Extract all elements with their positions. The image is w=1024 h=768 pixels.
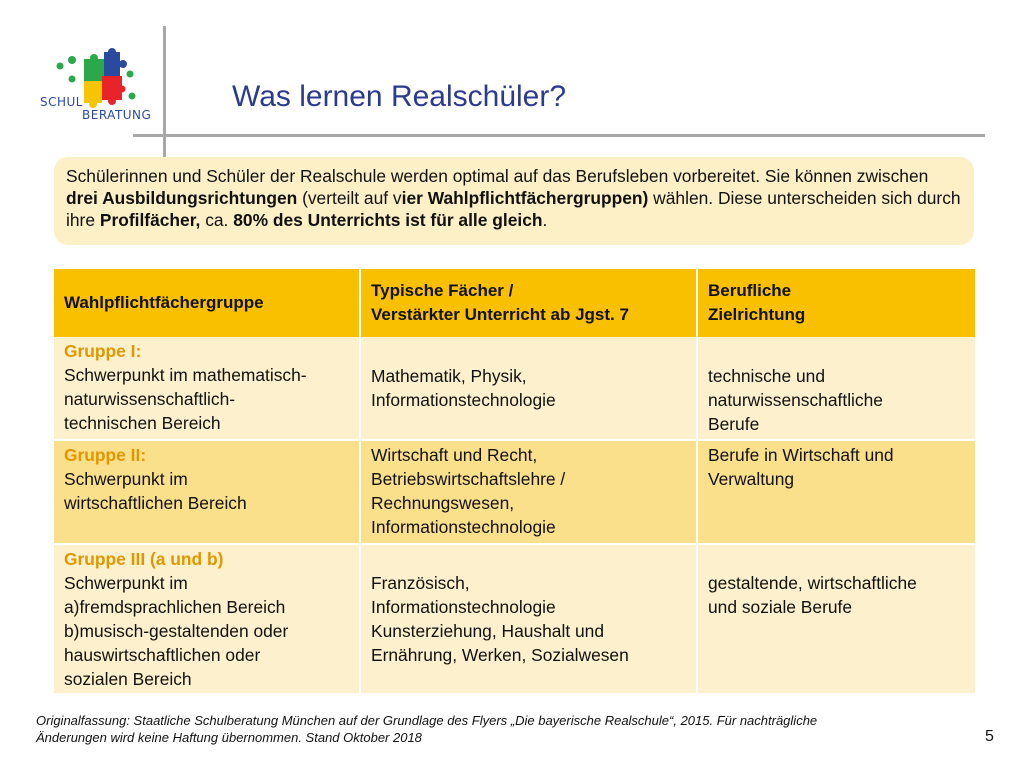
intro-box [54,157,974,245]
career-cell [697,337,975,440]
group-cell [54,440,360,544]
header-career-line: Zielrichtung [708,305,806,324]
intro-bold-part: drei Ausbildungsrichtungen [66,188,298,208]
group-name: Gruppe I: [64,341,142,361]
focus-line: Schwerpunkt im [64,469,188,489]
header-career-line: Berufliche [708,281,792,300]
footnote-line: Originalfassung: Staatliche Schulberatung München auf der Grundlage des Flyers „Die bayerische Realschule“, 2015. Für nachträgliche [36,713,818,728]
focus-line: a)fremdsprachlichen Bereich [64,597,286,617]
subjects-cell [360,440,697,544]
logo-text-schul: SCHUL [40,95,83,109]
subject-groups-table [54,269,975,695]
vertical-divider [163,26,166,158]
intro-text-part: Schülerinnen und Schüler der Realschule werden optimal auf das Berufsleben vorbereitet. Sie können zwischen [66,166,929,186]
subject-line: Betriebswirtschaftslehre / [371,469,566,489]
footnote-line: Änderungen wird keine Haftung übernommen. Stand Oktober 2018 [36,730,422,745]
intro-bold-part: ier Wahlpflichtfächergruppen) [401,188,649,208]
intro-text-part: (verteilt auf v [297,188,402,208]
table-row [54,544,975,694]
focus-line: Schwerpunkt im mathematisch- [64,365,307,385]
header-career [697,269,975,337]
focus-line: hauswirtschaftlichen oder [64,645,261,665]
subject-line: Mathematik, Physik, [371,366,527,386]
career-line: Berufe [708,414,760,434]
subject-line: Wirtschaft und Recht, [371,445,538,465]
page-number: 5 [985,728,994,745]
career-line: Verwaltung [708,469,795,489]
header-group-label: Wahlpflichtfächergruppe [64,293,264,312]
career-cell [697,440,975,544]
career-line: naturwissenschaftliche [708,390,883,410]
career-line: Berufe in Wirtschaft und [708,445,894,465]
subject-line: Kunsterziehung, Haushalt und [371,621,604,641]
source-footnote [36,712,936,746]
page-title: Was lernen Realschüler? [232,80,567,113]
table-row [54,440,975,544]
focus-line: sozialen Bereich [64,669,192,689]
group-name: Gruppe III (a und b) [64,549,224,569]
group-cell [54,337,360,440]
intro-bold-part: Profilfächer, [99,210,201,230]
career-cell [697,544,975,694]
table-header-row [54,269,975,337]
intro-text-part: . [542,210,548,230]
header-subjects-line: Typische Fächer / [371,281,514,300]
subject-line: Informationstechnologie [371,597,556,617]
subject-line: Französisch, [371,573,470,593]
intro-bold-part: 80% des Unterrichts ist für alle gleich [233,210,543,230]
intro-text [66,165,962,231]
career-line: gestaltende, wirtschaftliche [708,573,917,593]
group-cell [54,544,360,694]
focus-line: b)musisch-gestaltenden oder [64,621,289,641]
subject-line: Informationstechnologie [371,517,556,537]
subject-line: Rechnungswesen, [371,493,515,513]
career-line: und soziale Berufe [708,597,853,617]
subjects-cell [360,544,697,694]
intro-text-part: wählen. Diese unterscheiden sich durch ihre [66,188,961,230]
header-subjects [360,269,697,337]
group-name: Gruppe II: [64,445,147,465]
intro-text-part: ca. [200,210,234,230]
focus-line: wirtschaftlichen Bereich [64,493,247,513]
subject-line: Ernährung, Werken, Sozialwesen [371,645,629,665]
header-group [54,269,360,337]
horizontal-divider [133,134,985,137]
header-subjects-line: Verstärkter Unterricht ab Jgst. 7 [371,305,629,324]
focus-line: Schwerpunkt im [64,573,188,593]
subject-line: Informationstechnologie [371,390,556,410]
career-line: technische und [708,366,825,386]
logo-text-beratung: BERATUNG [82,108,152,122]
subjects-cell [360,337,697,440]
table-row [54,337,975,440]
focus-line: technischen Bereich [64,413,221,433]
focus-line: naturwissenschaftlich- [64,389,236,409]
